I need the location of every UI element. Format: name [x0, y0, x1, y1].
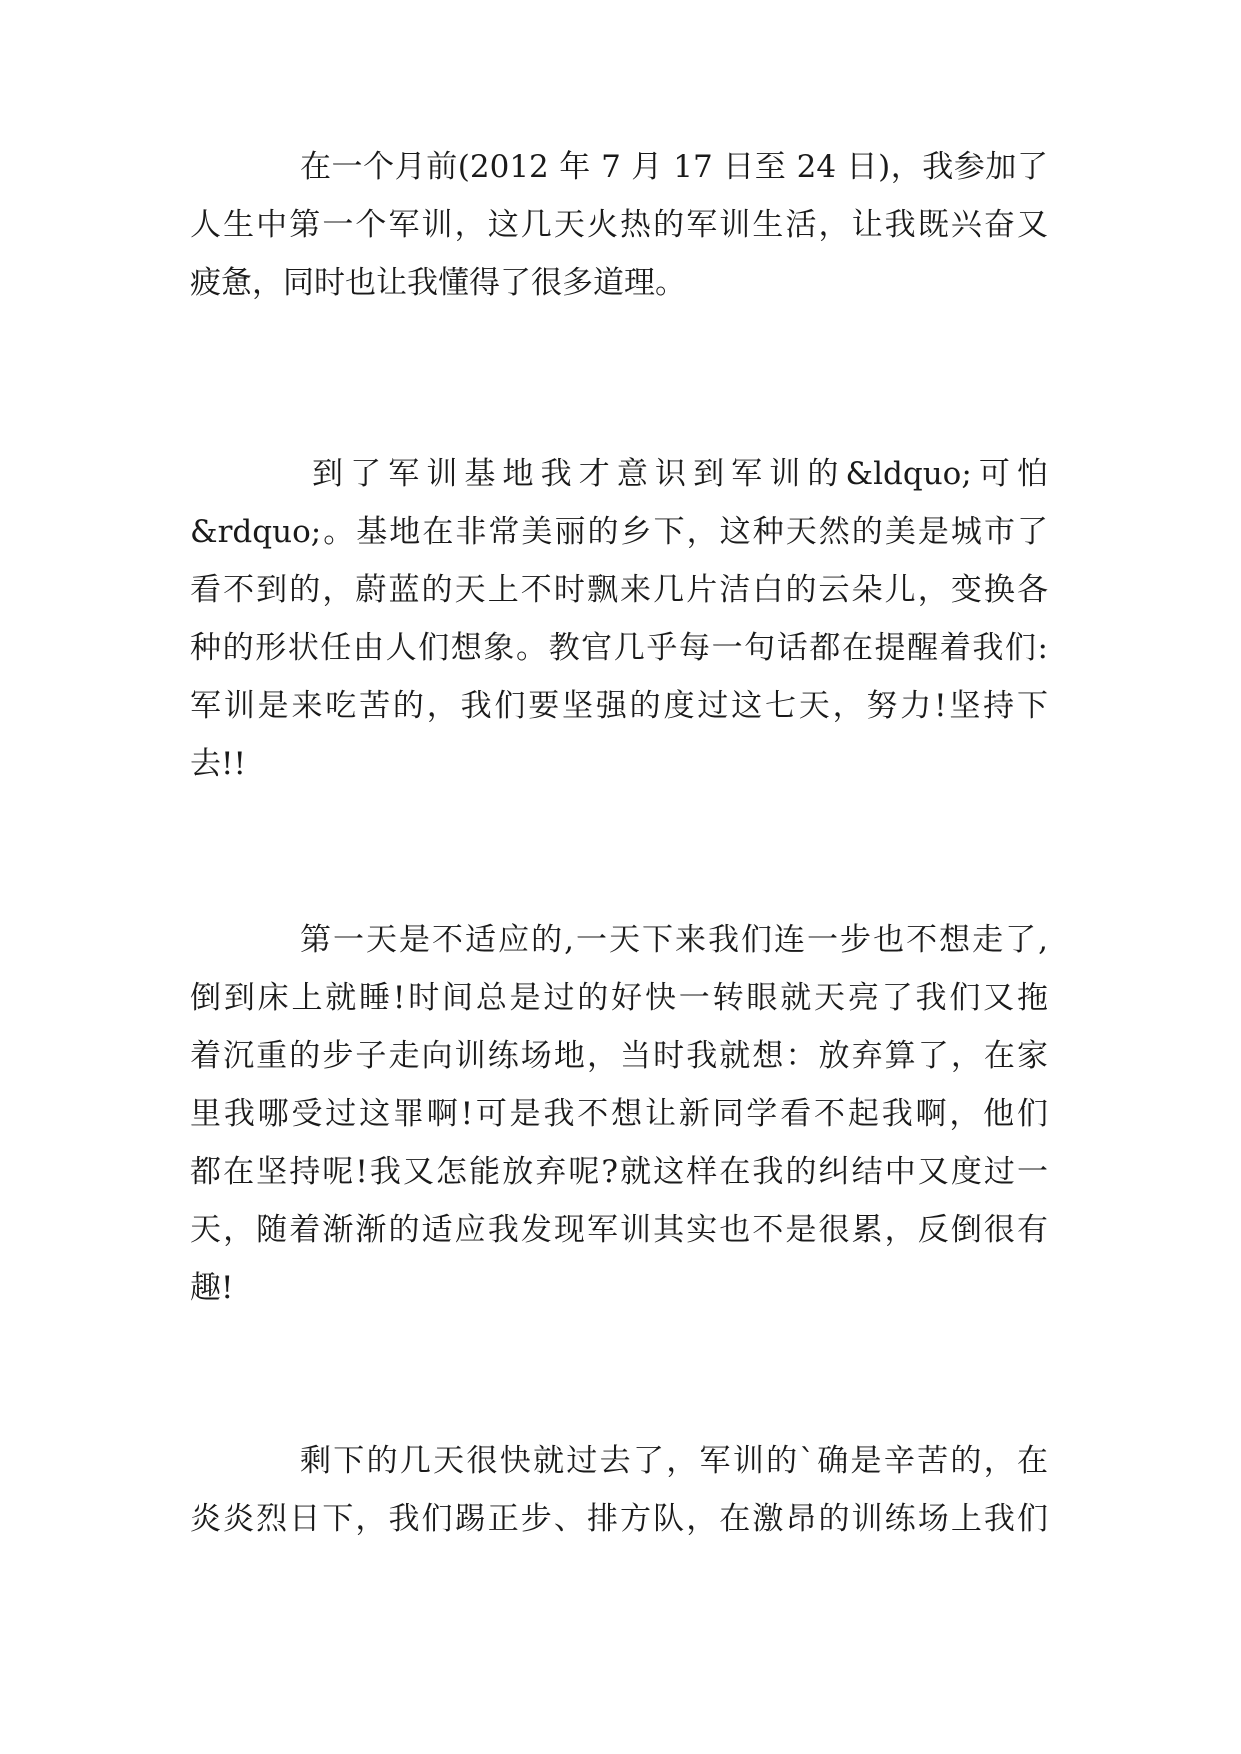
text-line: &rdquo;。基地在非常美丽的乡下，这种天然的美是城市了 [190, 514, 1048, 550]
text-line: 在一个月前(2012 年 7 月 17 日至 24 日)，我参加了 [300, 149, 1048, 185]
paragraph-4 [190, 1432, 1048, 1548]
text-line: 炎炎烈日下，我们踢正步、排方队，在激昂的训练场上我们 [190, 1501, 1048, 1537]
text-line: 都在坚持呢!我又怎能放弃呢?就这样在我的纠结中又度过一 [190, 1154, 1048, 1190]
text-line: 种的形状任由人们想象。教官几乎每一句话都在提醒着我们: [190, 630, 1048, 666]
text-line: 看不到的，蔚蓝的天上不时飘来几片洁白的云朵儿，变换各 [190, 572, 1048, 608]
text-line: 倒到床上就睡!时间总是过的好快一转眼就天亮了我们又拖 [190, 980, 1048, 1016]
text-line: 着沉重的步子走向训练场地，当时我就想：放弃算了，在家 [190, 1038, 1048, 1074]
text-line: 剩下的几天很快就过去了，军训的`确是辛苦的，在 [300, 1443, 1048, 1479]
text-line: 去!! [190, 746, 246, 782]
text-line: 里我哪受过这罪啊!可是我不想让新同学看不起我啊，他们 [190, 1096, 1048, 1132]
text-line: 趣! [190, 1270, 234, 1306]
text-line: 第一天是不适应的,一天下来我们连一步也不想走了, [300, 922, 1048, 958]
text-line: 军训是来吃苦的，我们要坚强的度过这七天，努力!坚持下 [190, 688, 1048, 724]
text-line: 天，随着渐渐的适应我发现军训其实也不是很累，反倒很有 [190, 1212, 1048, 1248]
text-line: 人生中第一个军训，这几天火热的军训生活，让我既兴奋又 [190, 207, 1048, 243]
paragraph-2 [190, 445, 1048, 793]
paragraph-3 [190, 911, 1048, 1317]
paragraph-1 [190, 138, 1048, 312]
text-line: 到了军训基地我才意识到军训的&ldquo;可怕 [312, 456, 1048, 492]
text-line: 疲惫，同时也让我懂得了很多道理。 [190, 265, 686, 301]
